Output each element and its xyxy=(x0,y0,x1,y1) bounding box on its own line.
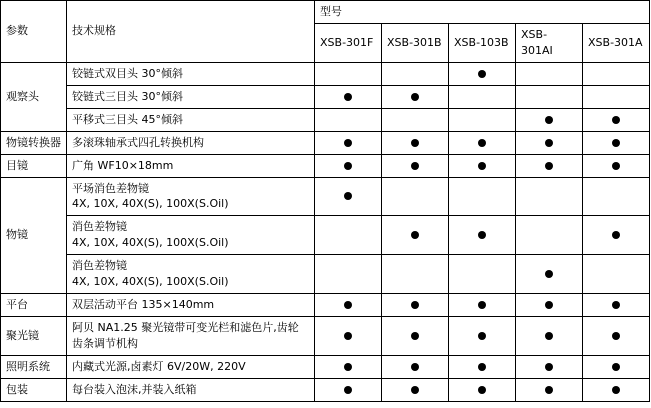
filled-circle-icon xyxy=(478,162,486,170)
spec-line-1: 多滚珠轴承式四孔转换机构 xyxy=(72,135,204,149)
spec-cell xyxy=(67,378,315,401)
availability-dot-marked xyxy=(449,378,516,401)
spec-cell xyxy=(67,355,315,378)
filled-circle-icon xyxy=(478,386,486,394)
filled-circle-icon xyxy=(478,139,486,147)
spec-cell xyxy=(67,294,315,317)
spec-line-1: 平场消色差物镜 xyxy=(72,181,149,195)
filled-circle-icon xyxy=(545,270,553,278)
availability-dot-marked xyxy=(449,62,516,85)
availability-dot-empty xyxy=(382,177,449,216)
availability-dot-marked xyxy=(382,131,449,154)
header-model-4: XSB-301AⅠ xyxy=(516,23,583,62)
availability-dot-marked xyxy=(382,378,449,401)
filled-circle-icon xyxy=(545,386,553,394)
filled-circle-icon xyxy=(344,332,352,340)
filled-circle-icon xyxy=(344,162,352,170)
availability-dot-marked xyxy=(382,355,449,378)
availability-dot-marked xyxy=(449,131,516,154)
availability-dot-marked xyxy=(382,85,449,108)
availability-dot-marked xyxy=(583,378,650,401)
filled-circle-icon xyxy=(411,139,419,147)
availability-dot-marked xyxy=(516,108,583,131)
table-row xyxy=(1,255,650,294)
availability-dot-empty xyxy=(516,85,583,108)
spec-line-2: 4X, 10X, 40X(S), 100X(S.Oil) xyxy=(72,236,229,250)
availability-dot-empty xyxy=(516,177,583,216)
filled-circle-icon xyxy=(411,301,419,309)
filled-circle-icon xyxy=(612,386,620,394)
availability-dot-marked xyxy=(449,154,516,177)
spec-line-1: 每台装入泡沫,并装入纸箱 xyxy=(72,382,197,396)
availability-dot-marked xyxy=(516,255,583,294)
availability-dot-marked xyxy=(516,317,583,356)
table-row xyxy=(1,131,650,154)
spec-cell xyxy=(67,85,315,108)
table-row xyxy=(1,378,650,401)
filled-circle-icon xyxy=(344,386,352,394)
availability-dot-marked xyxy=(449,294,516,317)
table-row xyxy=(1,216,650,255)
availability-dot-marked xyxy=(315,355,382,378)
filled-circle-icon xyxy=(344,93,352,101)
filled-circle-icon xyxy=(478,301,486,309)
availability-dot-marked xyxy=(583,131,650,154)
table-row xyxy=(1,317,650,356)
availability-dot-marked xyxy=(516,131,583,154)
table-row xyxy=(1,294,650,317)
spec-cell xyxy=(67,255,315,294)
header-model-2: XSB-301B xyxy=(382,23,449,62)
availability-dot-empty xyxy=(449,108,516,131)
availability-dot-marked xyxy=(516,154,583,177)
header-model-group: 型号 xyxy=(315,1,650,24)
table-row xyxy=(1,85,650,108)
parameter-cell: 目镜 xyxy=(1,154,67,177)
availability-dot-empty xyxy=(315,108,382,131)
filled-circle-icon xyxy=(612,301,620,309)
availability-dot-marked xyxy=(382,294,449,317)
availability-dot-marked xyxy=(583,216,650,255)
availability-dot-empty xyxy=(516,62,583,85)
spec-cell xyxy=(67,317,315,356)
spec-cell xyxy=(67,108,315,131)
header-model-3: XSB-103B xyxy=(449,23,516,62)
filled-circle-icon xyxy=(478,70,486,78)
filled-circle-icon xyxy=(411,363,419,371)
availability-dot-marked xyxy=(315,378,382,401)
availability-dot-empty xyxy=(382,255,449,294)
filled-circle-icon xyxy=(344,139,352,147)
availability-dot-empty xyxy=(315,216,382,255)
filled-circle-icon xyxy=(344,301,352,309)
availability-dot-marked xyxy=(449,216,516,255)
filled-circle-icon xyxy=(545,332,553,340)
spec-line-1: 消色差物镜 xyxy=(72,259,127,273)
availability-dot-marked xyxy=(449,355,516,378)
parameter-cell: 照明系统 xyxy=(1,355,67,378)
filled-circle-icon xyxy=(411,93,419,101)
table-header-row-top xyxy=(1,1,650,24)
parameter-cell: 物镜 xyxy=(1,177,67,294)
spec-cell xyxy=(67,216,315,255)
spec-line-1: 平移式三目头 45°倾斜 xyxy=(72,112,183,126)
filled-circle-icon xyxy=(411,386,419,394)
availability-dot-empty xyxy=(449,177,516,216)
filled-circle-icon xyxy=(612,231,620,239)
availability-dot-empty xyxy=(583,62,650,85)
table-row xyxy=(1,62,650,85)
availability-dot-empty xyxy=(516,216,583,255)
availability-dot-empty xyxy=(382,62,449,85)
availability-dot-marked xyxy=(583,317,650,356)
spec-line-2: 4X, 10X, 40X(S), 100X(S.Oil) xyxy=(72,197,229,211)
availability-dot-empty xyxy=(583,255,650,294)
filled-circle-icon xyxy=(545,162,553,170)
parameter-cell: 包装 xyxy=(1,378,67,401)
header-model-5: XSB-301A xyxy=(583,23,650,62)
spec-line-1: 铰链式三目头 30°倾斜 xyxy=(72,89,183,103)
filled-circle-icon xyxy=(478,332,486,340)
header-technical-spec: 技术规格 xyxy=(67,1,315,63)
filled-circle-icon xyxy=(612,332,620,340)
spec-line-1: 阿贝 NA1.25 聚光镜带可变光栏和滤色片,齿轮齿条调节机构 xyxy=(72,321,299,350)
availability-dot-marked xyxy=(516,355,583,378)
table-row xyxy=(1,355,650,378)
availability-dot-empty xyxy=(583,85,650,108)
spec-line-1: 双层活动平台 135×140mm xyxy=(72,298,215,312)
availability-dot-empty xyxy=(382,108,449,131)
filled-circle-icon xyxy=(545,116,553,124)
filled-circle-icon xyxy=(545,301,553,309)
availability-dot-marked xyxy=(583,355,650,378)
availability-dot-marked xyxy=(449,317,516,356)
header-parameter: 参数 xyxy=(1,1,67,63)
availability-dot-marked xyxy=(382,317,449,356)
header-model-1: XSB-301F xyxy=(315,23,382,62)
availability-dot-marked xyxy=(315,154,382,177)
filled-circle-icon xyxy=(478,231,486,239)
filled-circle-icon xyxy=(612,139,620,147)
availability-dot-marked xyxy=(382,216,449,255)
spec-line-2: 4X, 10X, 40X(S), 100X(S.Oil) xyxy=(72,275,229,289)
availability-dot-marked xyxy=(315,131,382,154)
availability-dot-marked xyxy=(583,294,650,317)
availability-dot-empty xyxy=(315,255,382,294)
availability-dot-marked xyxy=(382,154,449,177)
table-row xyxy=(1,108,650,131)
parameter-cell: 聚光镜 xyxy=(1,317,67,356)
spec-cell xyxy=(67,131,315,154)
filled-circle-icon xyxy=(612,162,620,170)
filled-circle-icon xyxy=(612,116,620,124)
availability-dot-empty xyxy=(449,255,516,294)
availability-dot-marked xyxy=(516,294,583,317)
spec-cell xyxy=(67,62,315,85)
filled-circle-icon xyxy=(344,192,352,200)
availability-dot-marked xyxy=(315,317,382,356)
availability-dot-empty xyxy=(315,62,382,85)
availability-dot-empty xyxy=(583,177,650,216)
availability-dot-marked xyxy=(583,154,650,177)
spec-line-1: 消色差物镜 xyxy=(72,220,127,234)
filled-circle-icon xyxy=(612,363,620,371)
parameter-cell: 平台 xyxy=(1,294,67,317)
spec-line-1: 内藏式光源,卤素灯 6V/20W, 220V xyxy=(72,359,246,373)
parameter-cell: 物镜转换器 xyxy=(1,131,67,154)
filled-circle-icon xyxy=(411,231,419,239)
table-row xyxy=(1,154,650,177)
availability-dot-empty xyxy=(449,85,516,108)
spec-line-1: 广角 WF10×18mm xyxy=(72,158,174,172)
filled-circle-icon xyxy=(411,332,419,340)
filled-circle-icon xyxy=(545,139,553,147)
availability-dot-marked xyxy=(315,294,382,317)
parameter-cell: 观察头 xyxy=(1,62,67,131)
filled-circle-icon xyxy=(478,363,486,371)
filled-circle-icon xyxy=(411,162,419,170)
availability-dot-marked xyxy=(516,378,583,401)
availability-dot-marked xyxy=(583,108,650,131)
filled-circle-icon xyxy=(344,363,352,371)
table-row xyxy=(1,177,650,216)
availability-dot-marked xyxy=(315,177,382,216)
spec-cell xyxy=(67,177,315,216)
filled-circle-icon xyxy=(545,363,553,371)
spec-line-1: 铰链式双目头 30°倾斜 xyxy=(72,66,183,80)
spec-cell xyxy=(67,154,315,177)
availability-dot-marked xyxy=(315,85,382,108)
